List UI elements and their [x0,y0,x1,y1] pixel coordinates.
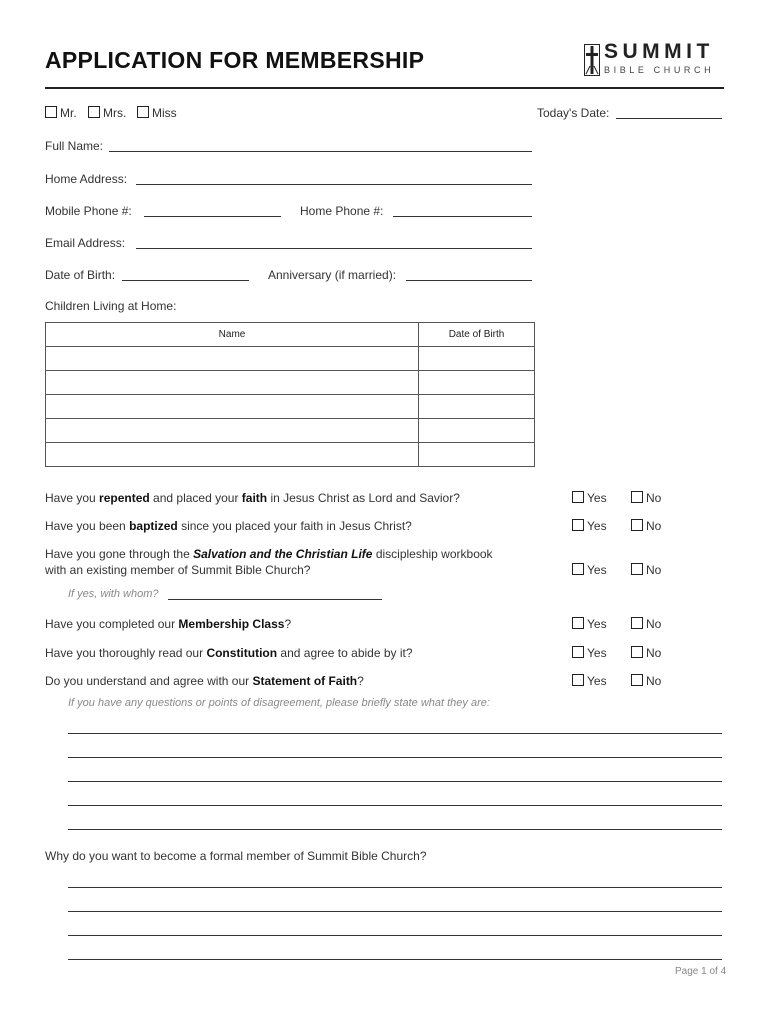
table-row [46,395,535,419]
disagreement-prompt: If you have any questions or points of disagreement, please briefly state what they are: [68,697,490,709]
q5-no[interactable]: No [631,646,661,660]
checkbox-icon[interactable] [631,491,643,503]
child-dob-cell[interactable] [419,419,535,443]
q5-yes[interactable]: Yes [572,646,607,660]
checkbox-icon[interactable] [572,519,584,531]
salutation-mr[interactable]: Mr. [45,106,77,120]
salutation-mrs[interactable]: Mrs. [88,106,126,120]
full-name-field[interactable] [109,151,532,152]
q4-yes[interactable]: Yes [572,617,607,631]
checkbox-icon[interactable] [631,519,643,531]
with-whom-label: If yes, with whom? [68,588,159,600]
church-logo [584,40,726,78]
q4-no[interactable]: No [631,617,661,631]
table-row [46,419,535,443]
disagreement-line-2[interactable] [68,757,722,758]
anniversary-label: Anniversary (if married): [268,268,397,282]
email-field[interactable] [136,248,532,249]
q1-no[interactable]: No [631,491,661,505]
logo-subtitle: BIBLE CHURCH [604,65,715,75]
table-row [46,443,535,467]
child-dob-cell[interactable] [419,371,535,395]
child-name-cell[interactable] [46,443,419,467]
todays-date-label: Today's Date: [537,106,610,120]
why-line-3[interactable] [68,935,722,936]
child-dob-cell[interactable] [419,443,535,467]
column-header-dob: Date of Birth [419,323,535,347]
child-name-cell[interactable] [46,395,419,419]
table-header-row [46,323,535,347]
q2-no[interactable]: No [631,519,661,533]
checkbox-icon[interactable] [631,646,643,658]
checkbox-icon[interactable] [572,563,584,575]
question-membership-class: Have you completed our Membership Class? [45,617,292,631]
children-label: Children Living at Home: [45,299,177,313]
question-why-member: Why do you want to become a formal member of Summit Bible Church? [45,849,427,863]
q6-no[interactable]: No [631,674,661,688]
question-discipleship-line2: with an existing member of Summit Bible Church? [45,563,311,577]
with-whom-field[interactable] [168,599,382,600]
disagreement-line-3[interactable] [68,781,722,782]
question-discipleship: Have you gone through the Salvation and the Christian Life discipleship workbook [45,547,493,561]
email-label: Email Address: [45,236,126,250]
home-address-label: Home Address: [45,172,128,186]
checkbox-icon[interactable] [572,674,584,686]
checkbox-icon[interactable] [45,106,57,118]
cross-logo-icon [584,44,600,76]
why-line-4[interactable] [68,959,722,960]
question-statement-of-faith: Do you understand and agree with our Statement of Faith? [45,674,364,688]
page-number: Page 1 of 4 [675,966,727,977]
dob-label: Date of Birth: [45,268,116,282]
checkbox-icon[interactable] [572,646,584,658]
disagreement-line-4[interactable] [68,805,722,806]
todays-date-field[interactable] [616,118,722,119]
q3-yes[interactable]: Yes [572,563,607,577]
home-phone-field[interactable] [393,216,532,217]
question-constitution: Have you thoroughly read our Constitution and agree to abide by it? [45,646,413,660]
dob-field[interactable] [122,280,249,281]
checkbox-icon[interactable] [137,106,149,118]
q6-yes[interactable]: Yes [572,674,607,688]
child-dob-cell[interactable] [419,347,535,371]
why-line-1[interactable] [68,887,722,888]
child-name-cell[interactable] [46,371,419,395]
children-table [45,322,535,467]
why-line-2[interactable] [68,911,722,912]
page-title: APPLICATION FOR MEMBERSHIP [45,47,425,73]
question-baptized: Have you been baptized since you placed your faith in Jesus Christ? [45,519,412,533]
home-phone-label: Home Phone #: [300,204,384,218]
logo-wordmark: SUMMIT [604,40,714,63]
mobile-phone-label: Mobile Phone #: [45,204,132,218]
disagreement-line-5[interactable] [68,829,722,830]
child-name-cell[interactable] [46,347,419,371]
question-repented: Have you repented and placed your faith in Jesus Christ as Lord and Savior? [45,491,460,505]
full-name-label: Full Name: [45,139,104,153]
anniversary-field[interactable] [406,280,532,281]
checkbox-icon[interactable] [631,563,643,575]
q3-no[interactable]: No [631,563,661,577]
home-address-field[interactable] [136,184,532,185]
checkbox-icon[interactable] [572,617,584,629]
checkbox-icon[interactable] [572,491,584,503]
child-dob-cell[interactable] [419,395,535,419]
mobile-phone-field[interactable] [144,216,281,217]
header-divider [45,87,724,89]
column-header-name: Name [46,323,419,347]
checkbox-icon[interactable] [88,106,100,118]
checkbox-icon[interactable] [631,617,643,629]
checkbox-icon[interactable] [631,674,643,686]
salutation-miss[interactable]: Miss [137,106,177,120]
child-name-cell[interactable] [46,419,419,443]
disagreement-line-1[interactable] [68,733,722,734]
q2-yes[interactable]: Yes [572,519,607,533]
q1-yes[interactable]: Yes [572,491,607,505]
table-row [46,371,535,395]
table-row [46,347,535,371]
